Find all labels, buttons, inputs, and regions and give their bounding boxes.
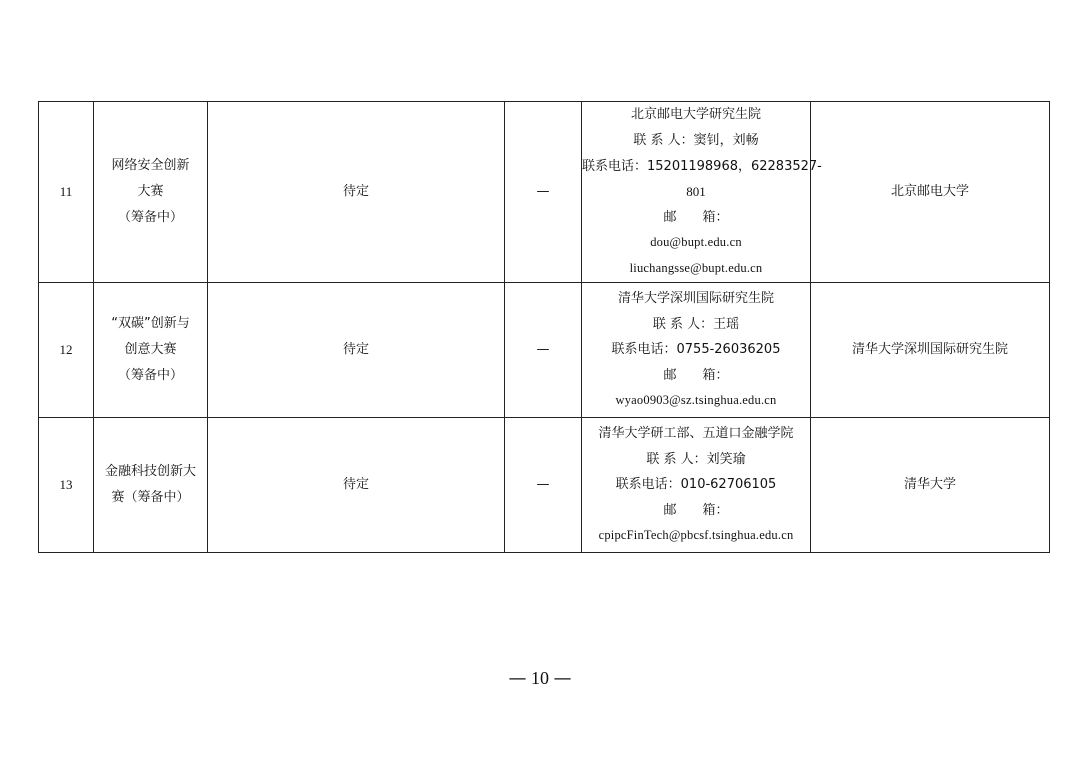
contact-person: 联 系 人：窦钊，刘畅 [633, 133, 759, 149]
competition-fee: — [505, 283, 582, 418]
page-number [0, 668, 1080, 689]
competition-fee: — [505, 102, 582, 283]
contact-email: wyao0903@sz.tsinghua.edu.cn [615, 393, 777, 408]
page-dash-right: — [553, 668, 572, 689]
competition-time: 待定 [208, 102, 505, 283]
competition-time: 待定 [208, 283, 505, 418]
competition-name-line: 赛（筹备中） [111, 490, 190, 505]
contact-person: 联 系 人：王瑶 [652, 316, 740, 332]
contact-email-label: 邮 箱： [663, 367, 729, 383]
contact-info [582, 283, 811, 418]
contact-email: cpipcFinTech@pbcsf.tsinghua.edu.cn [598, 528, 794, 543]
host-unit: 清华大学深圳国际研究生院 [811, 283, 1050, 418]
contact-phone: 联系电话：010-62706105 [615, 477, 777, 493]
contact-org: 清华大学研工部、五道口金融学院 [598, 426, 794, 442]
table-row [39, 418, 1050, 553]
contact-info [582, 418, 811, 553]
competition-name-line: （筹备中） [117, 210, 183, 225]
host-unit: 北京邮电大学 [811, 102, 1050, 283]
page-dash-left: — [508, 668, 527, 689]
competition-time: 待定 [208, 418, 505, 553]
contact-email-label: 邮 箱： [663, 502, 729, 518]
contact-person: 联 系 人：刘笑瑜 [646, 451, 746, 467]
contact-phone: 联系电话：0755-26036205 [611, 342, 781, 358]
competition-name [94, 102, 208, 283]
contact-email: liuchangsse@bupt.edu.cn [629, 260, 763, 275]
competition-name-line: （筹备中） [117, 368, 183, 383]
competition-name-line: 网络安全创新 [111, 158, 190, 173]
competition-name [94, 418, 208, 553]
host-unit: 清华大学 [811, 418, 1050, 553]
page-number-value: 10 [531, 668, 549, 688]
competition-name-line: 创意大赛 [124, 342, 177, 357]
competition-name-line: 金融科技创新大 [104, 464, 196, 479]
table-row [39, 102, 1050, 283]
competition-name-line: 大赛 [137, 184, 164, 199]
row-number: 11 [39, 102, 94, 283]
contact-org: 北京邮电大学研究生院 [630, 107, 761, 123]
competition-table [38, 101, 1050, 553]
table-row [39, 283, 1050, 418]
competition-name-line: “双碳”创新与 [111, 316, 190, 331]
contact-info [582, 102, 822, 283]
competition-fee: — [505, 418, 582, 553]
contact-phone: 联系电话：15201198968，62283527- [582, 158, 822, 174]
competition-name [94, 283, 208, 418]
row-number: 12 [39, 283, 94, 418]
contact-org: 清华大学深圳国际研究生院 [617, 291, 774, 307]
contact-phone-continued: 801 [686, 184, 706, 200]
contact-email-label: 邮 箱： [663, 209, 729, 225]
row-number: 13 [39, 418, 94, 553]
contact-email: dou@bupt.edu.cn [650, 235, 742, 250]
